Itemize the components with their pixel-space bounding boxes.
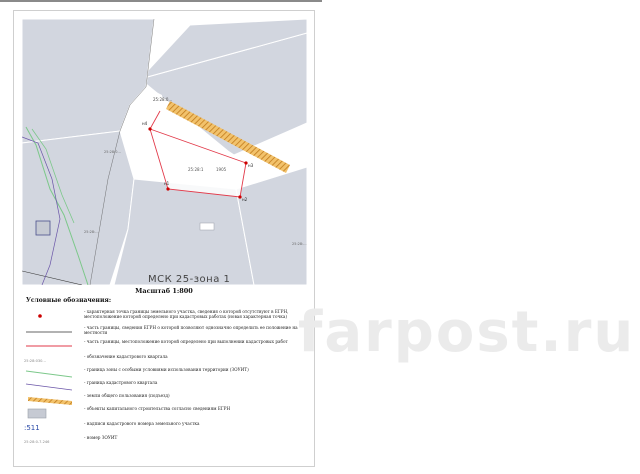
zouit-number-sample: 25:28:0-7.246 [24,440,50,444]
legend-text-kvartal-border: - граница кадастрового квартала [84,380,158,385]
red-dot-icon [24,309,72,323]
legend-text-road: - земли общего пользования (подъезд) [84,393,170,398]
legend-text-egrn-border: - часть границы, сведения ЕГРН о которой позволяют однозначно определить ее положение на местности [84,325,298,336]
top-bar [0,0,322,2]
label-inside-left: 25:28:0... [104,150,121,154]
label-n1: н1 [164,181,170,186]
legend-text-cadnum: - надписи кадастрового номера земельного участка [84,421,200,426]
red-line-icon [24,339,72,353]
watermark: farpost.ru [298,300,636,365]
label-parcel-area: 1905 [216,167,227,172]
legend [22,297,307,444]
label-right: 25:28:... [292,242,307,246]
kvartal-label-sample: 25:28:030... [24,359,46,363]
legend-text-zouit: - граница зоны с особыми условиями использования территории (ЗОУИТ) [84,367,249,372]
legend-text-zouit-number: - номер ЗОУИТ [84,435,118,440]
crs-label: МСК 25-зона 1 [148,274,231,285]
label-top: 25:28:0... [153,97,173,102]
plan-sheet [13,10,315,467]
point-n4 [148,127,151,130]
cadastral-map [22,19,307,285]
purple-line-icon [24,380,72,394]
legend-text-new-border: - часть границы, местоположение которой определено при выполнении кадастровых работ [84,339,288,344]
label-left-block: 25:28:... [84,230,99,234]
green-line-icon [24,367,72,381]
building [200,223,214,230]
small-building [36,221,50,235]
point-n1 [166,187,169,190]
legend-text-building: - объекты капитального строительства согласно сведениям ЕГРН [84,406,231,411]
label-n2: н2 [242,197,248,202]
label-parcel-id: 25:28:1 [188,167,204,172]
legend-text-new-point: - характерная точка границы земельного участка, сведения о которой отсутствуют в ЕГРН, местоположение которой определено при кадастровых работах (новая характерная точка) [84,309,289,320]
cadnum-sample: :511 [24,424,40,432]
hatch-road-icon [24,393,72,407]
map-canvas [22,19,307,285]
scale-label: Масштаб 1:800 [135,287,193,295]
legend-text-kvartal-label: - обозначение кадастрового квартала [84,354,168,359]
legend-title: Условные обозначения: [26,297,112,304]
black-line-icon [24,325,72,339]
building-icon [24,406,72,420]
label-n4: н4 [142,121,148,126]
label-n3: н3 [248,163,254,168]
